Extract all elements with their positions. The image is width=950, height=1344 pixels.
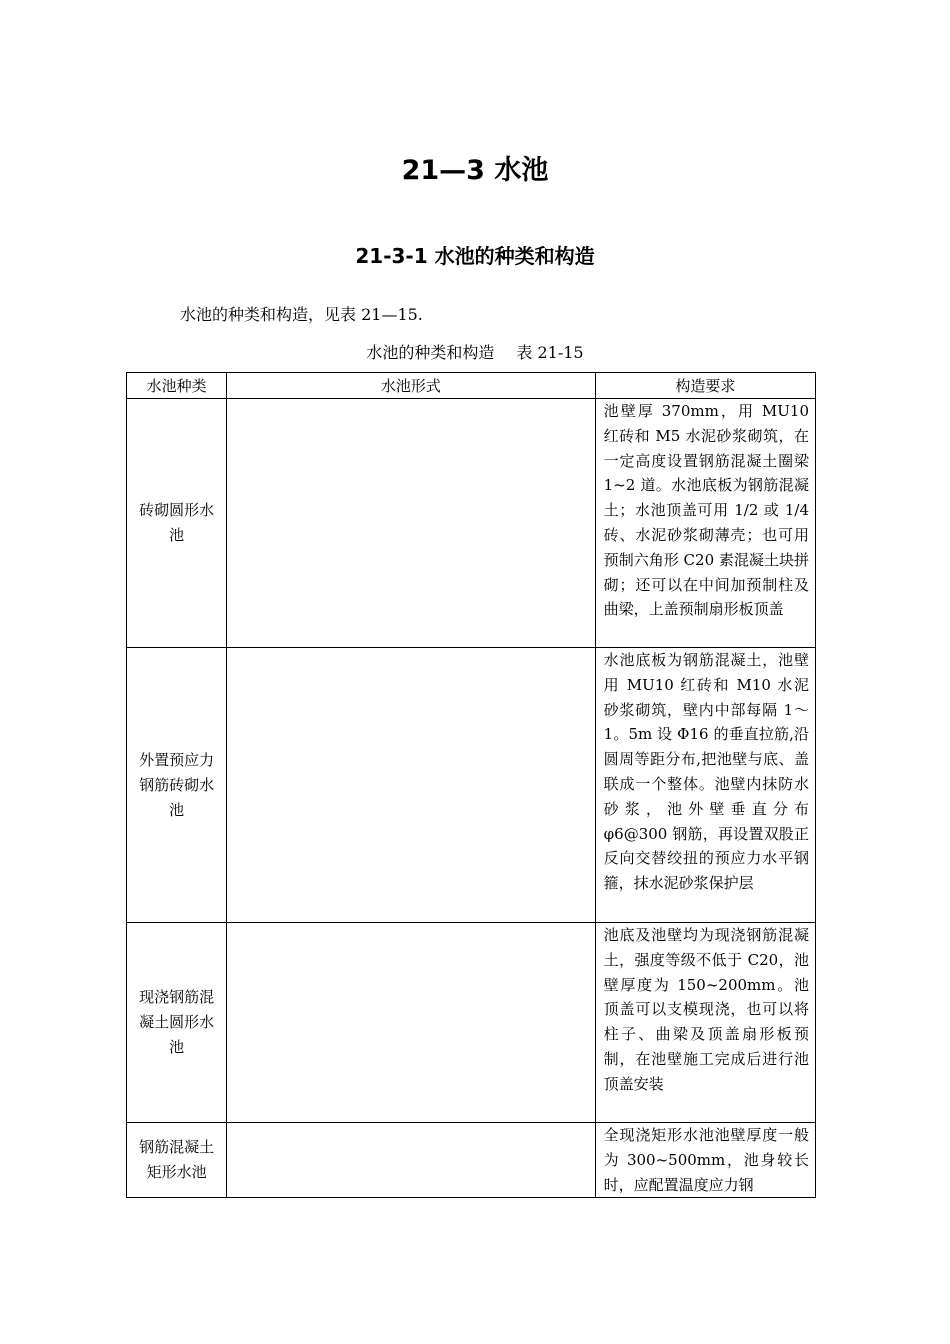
pool-form-cell <box>227 648 596 923</box>
header-pool-form: 水池形式 <box>227 373 596 399</box>
requirement-cell: 全现浇矩形水池池壁厚度一般为 300~500mm，池身较长时，应配置温度应力钢 <box>595 1123 815 1198</box>
pool-form-cell <box>227 1123 596 1198</box>
pool-kind-cell: 外置预应力钢筋砖砌水池 <box>127 648 227 923</box>
table-header-row <box>127 373 816 399</box>
table-caption-number: 表 21-15 <box>516 343 584 362</box>
table-row <box>127 399 816 648</box>
table-row <box>127 648 816 923</box>
table-caption-name: 水池的种类和构造 <box>366 343 495 362</box>
header-requirement: 构造要求 <box>595 373 815 399</box>
pool-form-cell <box>227 399 596 648</box>
section-heading: 21—3 水池 <box>401 155 549 186</box>
pool-kind-cell: 砖砌圆形水池 <box>127 399 227 648</box>
table-row <box>127 923 816 1123</box>
pool-kind-cell: 现浇钢筋混凝土圆形水池 <box>127 923 227 1123</box>
subsection-heading: 21-3-1 水池的种类和构造 <box>355 244 595 268</box>
intro-paragraph: 水池的种类和构造，见表 21—15. <box>180 305 423 324</box>
requirement-cell: 水池底板为钢筋混凝土，池壁用 MU10 红砖和 M10 水泥砂浆砌筑，壁内中部每隔 1～1。5m 设 Φ16 的垂直拉筋,沿圆周等距分布,把池壁与底、盖联成一个整体。池壁内抹防水砂浆，池外壁垂直分布 φ6@300 钢筋，再设置双股正反向交替绞扭的预应力水平钢箍，抹水泥砂浆保护层 <box>595 648 815 923</box>
header-pool-kind: 水池种类 <box>127 373 227 399</box>
pool-form-cell <box>227 923 596 1123</box>
table-caption <box>0 340 950 363</box>
requirement-cell: 池壁厚 370mm，用 MU10 红砖和 M5 水泥砂浆砌筑，在一定高度设置钢筋混凝土圈梁 1~2 道。水池底板为钢筋混凝土；水池顶盖可用 1/2 或 1/4 砖、水泥砂浆砌薄壳；也可用预制六角形 C20 素混凝土块拼砌；还可以在中间加预制柱及曲梁，上盖预制扇形板顶盖 <box>595 399 815 648</box>
requirement-cell: 池底及池壁均为现浇钢筋混凝土，强度等级不低于 C20，池壁厚度为 150~200mm。池顶盖可以支模现浇，也可以将柱子、曲梁及顶盖扇形板预制，在池壁施工完成后进行池顶盖安装 <box>595 923 815 1123</box>
table-row <box>127 1123 816 1198</box>
pool-types-table <box>126 372 816 1198</box>
pool-kind-cell: 钢筋混凝土矩形水池 <box>127 1123 227 1198</box>
